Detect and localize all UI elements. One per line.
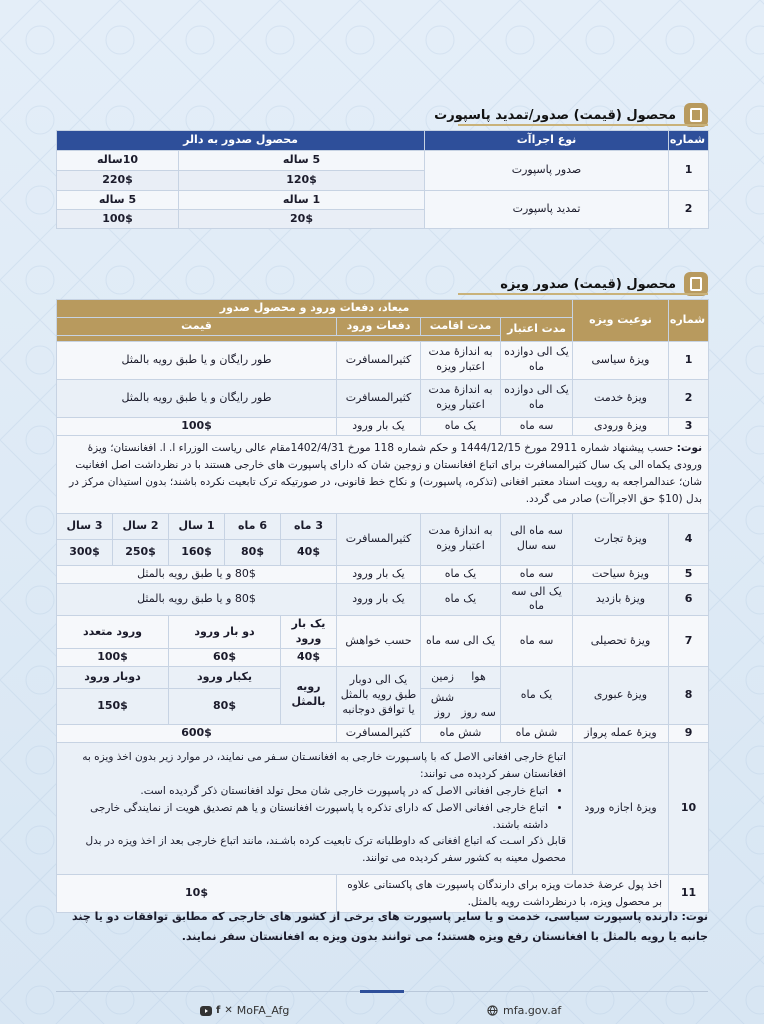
table-row: 8 ویزۀ عبوری یک ماه هوازمین یک الی دوبار طبق رویه بالمثل یا توافق دوجانبه رویه بالمثل یکبار ورود دوبار ورود [57,666,709,688]
table-row: 2 ویزۀ خدمت یک الی دوازده ماه به اندازۀ مدت اعتبار ویزه کثیرالمسافرت طور رایگان و یا طبق رویه بالمثل [57,379,709,417]
visa-fee-table [56,299,709,913]
divider [458,293,708,295]
passport-fee-table [56,130,709,229]
passport-section-title: محصول (قیمت) صدور/تمدید پاسپورت [434,103,708,127]
footer-accent [360,990,404,993]
note-row: نوت: حسب پیشنهاد شماره 2911 مورخ 1444/12/15 و حکم شماره 118 مورخ 1402/4/31مقام عالی ریاست الوزراء ا. ا. افغانستان؛ ویزۀ ورودی یکماه الی یک سال کثیرالمسافرت برای اتباع افغانستان و زوجین شان که دارای پاسپورت های خارجی هستند با در نظرداشت اصل افغانیت شان؛ عندالمراجعه به رویت اسناد معتبر افغانی (تذکره، پاسپورت) و نکاح خط قانونی، در صورتیکه ترک تابعیت نکرده باشند؛ بدون استیذان مرکز در بدل (10$ حق الاجراآت) صادر می گردد. [57,435,709,513]
header-num: شماره [669,300,709,342]
header-fee: محصول صدور به دالر [57,131,425,151]
divider [458,124,708,126]
table-row: 3 ویزۀ ورودی سه ماه یک ماه یک بار ورود 100$ [57,417,709,435]
globe-icon [487,1005,498,1016]
table-row: سه روزشش روز 80$ 150$ [57,688,709,724]
table-row: 40$ 60$ 100$ [57,648,709,666]
header-group: میعاد، دفعات ورود و محصول صدور [57,300,573,318]
bottom-note: نوت: دارنده پاسپورت سیاسی، خدمت و یا سایر پاسپورت های برخی از کشور های خارجی که مطابق توافقات دو یا چند جانبه یا رویه بالمثل با افغانستان رفع ویزه هستند؛ می توانند بدون ویزه به افغانستان سفر نمایند. [72,910,708,943]
youtube-icon[interactable] [200,1006,212,1016]
header-entries: دفعات ورود [337,317,421,335]
table-row: 11 اخذ پول عرضۀ خدمات ویزه برای دارندگان پاسپورت های پاکستانی علاوه بر محصول ویزه، با درنظرداشت رویه بالمثل. 10$ [57,874,709,913]
table-row: 4 ویزۀ تجارت سه ماه الی سه سال به اندازۀ مدت اعتبار ویزه کثیرالمسافرت 3 ماه 6 ماه 1 سال 2 سال 3 سال [57,513,709,539]
table-row: 1 ویزۀ سیاسی یک الی دوازده ماه به اندازۀ مدت اعتبار ویزه کثیرالمسافرت طور رایگان و یا طبق رویه بالمثل [57,341,709,379]
table-row: 7 ویزۀ تحصیلی سه ماه یک الی سه ماه حسب خواهش یک بار ورود دو بار ورود ورود متعدد [57,616,709,649]
header-type: نوع اجراآت [425,131,669,151]
header-validity: مدت اعتبار [501,317,573,341]
header-kind: نوعیت ویزه [573,300,669,342]
visa-section-title: محصول (قیمت) صدور ویزه [500,272,708,296]
header-price: قیمت [57,317,337,335]
footer-social: f ✕ MoFA_Afg [200,1004,289,1017]
header-stay: مدت اقامت [421,317,501,335]
x-icon[interactable]: ✕ [224,1005,233,1016]
table-row: 6 ویزۀ بازدید یک الی سه ماه یک ماه یک بار ورود 80$ و یا طبق رویه بالمثل [57,583,709,616]
table-row: 2 تمدید پاسپورت 1 ساله 5 ساله [57,191,709,210]
table-row: 20$ 100$ [57,210,709,229]
table-row: 1 صدور پاسپورت 5 ساله 10ساله [57,151,709,171]
table-row: 9 ویزۀ عمله پرواز شش ماه شش ماه کثیرالمسافرت 600$ [57,724,709,742]
header-num: شماره [669,131,709,151]
bullet-list: • اتباع خارجی افغانی الاصل که در پاسپورت خارجی شان محل تولد افغانستان ذکر گردیده است. • اتباع خارجی افغانی الاصل که دارای تذکره یا پاسپورت افغانستان و یا هم تصدیق هویت از نمایندگی خارجی داشته باشند. [63,783,548,833]
footer-website: mfa.gov.af [487,1004,561,1017]
table-row: 10 ویزۀ اجازه ورود اتباع خارجی افغانی الاصل که با پاسـپورت خارجی به افغانسـتان سـفر می نمایند، در موارد زیر بدون اخذ ویزه به افغانستان سفر کردیده می توانند: • اتباع خارجی افغانی الاصل که در پاسپورت خارجی شان محل تولد افغانستان ذکر گردیده است. • اتباع خارجی افغانی الاصل که دارای تذکره یا پاسپورت افغانستان و یا هم تصدیق هویت از نمایندگی خارجی داشته باشند. قابل ذکر اسـت که اتباع افغانی که داوطلبانه ترک تابعیت کرده باشـند، مانند اتباع خارجی بعد از اخذ ویزه در بدل محصول معینه به کشور سفر کردیده می توانند. [57,742,709,874]
table-row: 40$ 80$ 160$ 250$ 300$ [57,539,709,565]
table-row: 120$ 220$ [57,171,709,191]
facebook-icon[interactable]: f [216,1005,221,1016]
table-row: 5 ویزۀ سیاحت سه ماه یک ماه یک بار ورود 80$ و یا طبق رویه بالمثل [57,565,709,583]
